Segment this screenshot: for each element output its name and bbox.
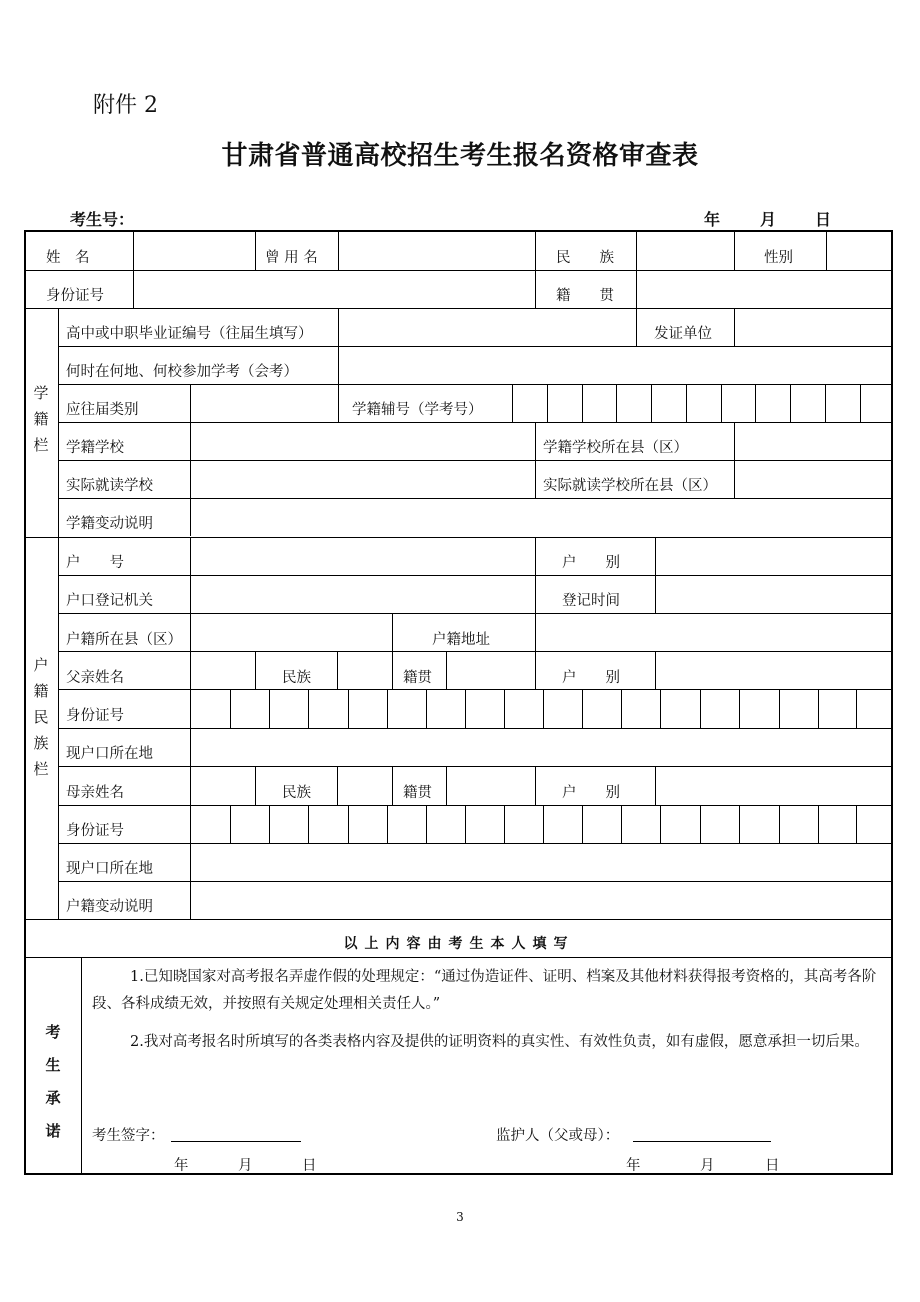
household-type-label: 户 别 bbox=[562, 554, 620, 571]
grid-line bbox=[734, 232, 735, 270]
name-field[interactable] bbox=[136, 242, 252, 270]
grid-line bbox=[446, 766, 447, 805]
mother-id-label: 身份证号 bbox=[66, 822, 124, 839]
grid-line bbox=[818, 805, 819, 843]
household-type-field[interactable] bbox=[657, 547, 890, 575]
actual-county-field[interactable] bbox=[735, 470, 890, 498]
grid-line bbox=[535, 766, 536, 805]
grid-line bbox=[621, 689, 622, 728]
household-county-label: 户籍所在县（区） bbox=[66, 631, 182, 648]
sign-month: 月 bbox=[238, 1157, 253, 1174]
school-section-title: 学籍栏 bbox=[33, 384, 49, 454]
native-place-label: 籍 贯 bbox=[556, 287, 614, 304]
actual-school-field[interactable] bbox=[193, 470, 531, 498]
native-place-field[interactable] bbox=[638, 280, 890, 308]
page-number: 3 bbox=[456, 1210, 464, 1224]
grid-line bbox=[779, 805, 780, 843]
exam-no-label: 考生号： bbox=[70, 210, 135, 229]
grid-line bbox=[25, 537, 892, 538]
grid-line bbox=[543, 689, 544, 728]
household-no-label: 户 号 bbox=[66, 554, 124, 571]
grid-line bbox=[255, 232, 256, 270]
actual-school-label: 实际就读学校 bbox=[66, 477, 153, 494]
grid-line bbox=[825, 384, 826, 422]
header-month: 月 bbox=[760, 210, 777, 229]
household-section-title: 户籍民族栏 bbox=[33, 656, 49, 778]
pledge-paragraph-1: 1.已知晓国家对高考报名弄虚作假的处理规定：“通过伪造证件、证明、档案及其他材料获得报考资格的，其高考各阶段、各科成绩无效，并按照有关规定处理相关责任人。” bbox=[92, 969, 877, 1012]
grid-line bbox=[856, 689, 857, 728]
exam-when-where-label: 何时在何地、何校参加学考（会考） bbox=[66, 363, 298, 380]
mother-residence-field[interactable] bbox=[193, 853, 890, 881]
mother-ethnicity-field[interactable] bbox=[339, 777, 392, 805]
grid-line bbox=[582, 384, 583, 422]
name-label: 姓 名 bbox=[46, 249, 90, 266]
grid-line bbox=[426, 689, 427, 728]
guardian-label: 监护人（父或母）： bbox=[496, 1127, 620, 1144]
grid-line bbox=[133, 270, 134, 308]
grid-line bbox=[58, 460, 892, 461]
id-number-label: 身份证号 bbox=[46, 287, 104, 304]
grid-line bbox=[535, 537, 536, 613]
grid-line bbox=[426, 805, 427, 843]
mother-native-field[interactable] bbox=[448, 777, 532, 805]
grid-line bbox=[308, 805, 309, 843]
grid-line bbox=[655, 766, 656, 805]
grid-line bbox=[25, 308, 892, 309]
grid-line bbox=[338, 384, 339, 422]
grid-line bbox=[392, 651, 393, 689]
mother-name-label: 母亲姓名 bbox=[66, 784, 124, 801]
guardian-sign-month: 月 bbox=[700, 1157, 715, 1174]
filled-by-note: 以上内容由考生本人填写 bbox=[343, 936, 575, 952]
mother-residence-label: 现户口所在地 bbox=[66, 860, 153, 877]
grid-line bbox=[660, 689, 661, 728]
grid-line bbox=[387, 805, 388, 843]
grid-line bbox=[465, 805, 466, 843]
ethnicity-field[interactable] bbox=[638, 242, 732, 270]
header-day: 日 bbox=[815, 210, 832, 229]
grid-line bbox=[190, 537, 191, 919]
grid-line bbox=[721, 384, 722, 422]
grid-line bbox=[636, 270, 637, 308]
father-id-label: 身份证号 bbox=[66, 707, 124, 724]
guardian-sign-year: 年 bbox=[626, 1157, 641, 1174]
school-change-label: 学籍变动说明 bbox=[66, 515, 153, 532]
grid-line bbox=[465, 689, 466, 728]
actual-county-label: 实际就读学校所在县（区） bbox=[543, 477, 717, 494]
father-household-type-field[interactable] bbox=[657, 662, 890, 690]
grid-line bbox=[547, 384, 548, 422]
grid-line bbox=[700, 689, 701, 728]
grid-line bbox=[58, 843, 892, 844]
guardian-signature-line[interactable] bbox=[633, 1141, 771, 1142]
grid-line bbox=[535, 270, 536, 308]
grid-line bbox=[337, 766, 338, 805]
grid-line bbox=[655, 537, 656, 613]
grid-line bbox=[535, 613, 536, 651]
grid-line bbox=[446, 651, 447, 689]
grid-line bbox=[25, 919, 892, 920]
grid-line bbox=[230, 689, 231, 728]
page-title: 甘肃省普通高校招生考生报名资格审查表 bbox=[221, 141, 699, 171]
grid-line bbox=[348, 689, 349, 728]
grid-line bbox=[387, 689, 388, 728]
grid-line bbox=[133, 232, 134, 270]
father-ethnicity-label: 民族 bbox=[282, 669, 311, 686]
grad-category-label: 应往届类别 bbox=[66, 401, 139, 418]
grid-line bbox=[58, 346, 892, 347]
diploma-no-field[interactable] bbox=[340, 318, 634, 346]
grid-line bbox=[58, 308, 59, 919]
grid-line bbox=[25, 270, 892, 271]
grid-line bbox=[779, 689, 780, 728]
grid-line bbox=[58, 384, 892, 385]
guardian-sign-day: 日 bbox=[765, 1157, 780, 1174]
grid-line bbox=[660, 805, 661, 843]
grid-line bbox=[58, 728, 892, 729]
household-address-field[interactable] bbox=[537, 624, 890, 652]
grid-line bbox=[338, 232, 339, 270]
grid-line bbox=[269, 805, 270, 843]
aux-no-label: 学籍辅号（学考号） bbox=[352, 401, 483, 418]
household-change-label: 户籍变动说明 bbox=[66, 898, 153, 915]
former-name-label: 曾 用 名 bbox=[265, 249, 318, 266]
grid-line bbox=[621, 805, 622, 843]
school-label: 学籍学校 bbox=[66, 439, 124, 456]
grid-line bbox=[255, 766, 256, 805]
grid-line bbox=[58, 881, 892, 882]
mother-household-type-field[interactable] bbox=[657, 777, 890, 805]
attachment-label: 附件 2 bbox=[93, 93, 158, 118]
gender-label: 性别 bbox=[764, 249, 793, 266]
grid-line bbox=[308, 689, 309, 728]
school-county-field[interactable] bbox=[735, 432, 890, 460]
grad-category-field[interactable] bbox=[193, 394, 337, 422]
grid-line bbox=[337, 651, 338, 689]
grid-line bbox=[651, 384, 652, 422]
household-change-field[interactable] bbox=[193, 891, 890, 919]
grid-line bbox=[818, 689, 819, 728]
grid-line bbox=[58, 575, 892, 576]
father-name-field[interactable] bbox=[193, 662, 253, 690]
grid-line bbox=[58, 766, 892, 767]
reg-authority-field[interactable] bbox=[193, 585, 531, 613]
mother-ethnicity-label: 民族 bbox=[282, 784, 311, 801]
household-county-field[interactable] bbox=[193, 624, 392, 652]
issuer-field[interactable] bbox=[735, 318, 890, 346]
grid-line bbox=[636, 232, 637, 270]
grid-line bbox=[543, 805, 544, 843]
gender-field[interactable] bbox=[826, 242, 890, 270]
grid-line bbox=[739, 689, 740, 728]
father-name-label: 父亲姓名 bbox=[66, 669, 124, 686]
ethnicity-label: 民 族 bbox=[556, 249, 614, 266]
grid-line bbox=[58, 805, 892, 806]
grid-line bbox=[58, 613, 892, 614]
grid-line bbox=[58, 422, 892, 423]
reg-time-label: 登记时间 bbox=[562, 592, 620, 609]
reg-time-field[interactable] bbox=[657, 585, 890, 613]
grid-line bbox=[255, 651, 256, 689]
grid-line bbox=[190, 384, 191, 536]
household-no-field[interactable] bbox=[193, 547, 531, 575]
grid-line bbox=[81, 957, 82, 1175]
diploma-no-label: 高中或中职毕业证编号（往届生填写） bbox=[66, 325, 313, 342]
header-year: 年 bbox=[704, 210, 721, 229]
grid-line bbox=[856, 805, 857, 843]
mother-native-label: 籍贯 bbox=[403, 784, 432, 801]
grid-line bbox=[348, 805, 349, 843]
mother-name-field[interactable] bbox=[193, 777, 253, 805]
sign-year: 年 bbox=[174, 1157, 189, 1174]
grid-line bbox=[535, 422, 536, 498]
grid-line bbox=[392, 766, 393, 805]
signature-line[interactable] bbox=[171, 1141, 301, 1142]
signature-label: 考生签字： bbox=[92, 1127, 165, 1144]
grid-line bbox=[739, 805, 740, 843]
exam-when-where-field[interactable] bbox=[340, 356, 890, 384]
father-household-type-label: 户 别 bbox=[562, 669, 620, 686]
grid-line bbox=[636, 308, 637, 346]
grid-line bbox=[392, 613, 393, 651]
grid-line bbox=[58, 498, 892, 499]
grid-line bbox=[535, 232, 536, 270]
grid-line bbox=[790, 384, 791, 422]
grid-line bbox=[25, 957, 892, 958]
father-residence-label: 现户口所在地 bbox=[66, 745, 153, 762]
father-residence-field[interactable] bbox=[193, 738, 890, 766]
grid-line bbox=[230, 805, 231, 843]
grid-line bbox=[338, 346, 339, 384]
former-name-field[interactable] bbox=[340, 242, 532, 270]
grid-line bbox=[504, 689, 505, 728]
school-change-field[interactable] bbox=[193, 508, 890, 536]
grid-line bbox=[582, 689, 583, 728]
pledge-title: 考生承诺 bbox=[45, 1023, 61, 1140]
father-ethnicity-field[interactable] bbox=[339, 662, 392, 690]
mother-household-type-label: 户 别 bbox=[562, 784, 620, 801]
grid-line bbox=[338, 308, 339, 346]
issuer-label: 发证单位 bbox=[654, 325, 712, 342]
sign-day: 日 bbox=[302, 1157, 317, 1174]
grid-line bbox=[860, 384, 861, 422]
grid-line bbox=[686, 384, 687, 422]
id-number-field[interactable] bbox=[136, 280, 532, 308]
grid-line bbox=[616, 384, 617, 422]
grid-line bbox=[755, 384, 756, 422]
grid-line bbox=[700, 805, 701, 843]
grid-line bbox=[512, 384, 513, 422]
reg-authority-label: 户口登记机关 bbox=[66, 592, 153, 609]
grid-line bbox=[269, 689, 270, 728]
father-native-label: 籍贯 bbox=[403, 669, 432, 686]
grid-line bbox=[504, 805, 505, 843]
household-address-label: 户籍地址 bbox=[432, 631, 490, 648]
school-field[interactable] bbox=[193, 432, 531, 460]
school-county-label: 学籍学校所在县（区） bbox=[543, 439, 688, 456]
pledge-paragraph-2: 2.我对高考报名时所填写的各类表格内容及提供的证明资料的真实性、有效性负责，如有虚假，愿意承担一切后果。 bbox=[130, 1034, 869, 1050]
grid-line bbox=[535, 651, 536, 689]
father-native-field[interactable] bbox=[448, 662, 532, 690]
grid-line bbox=[582, 805, 583, 843]
grid-line bbox=[655, 651, 656, 689]
